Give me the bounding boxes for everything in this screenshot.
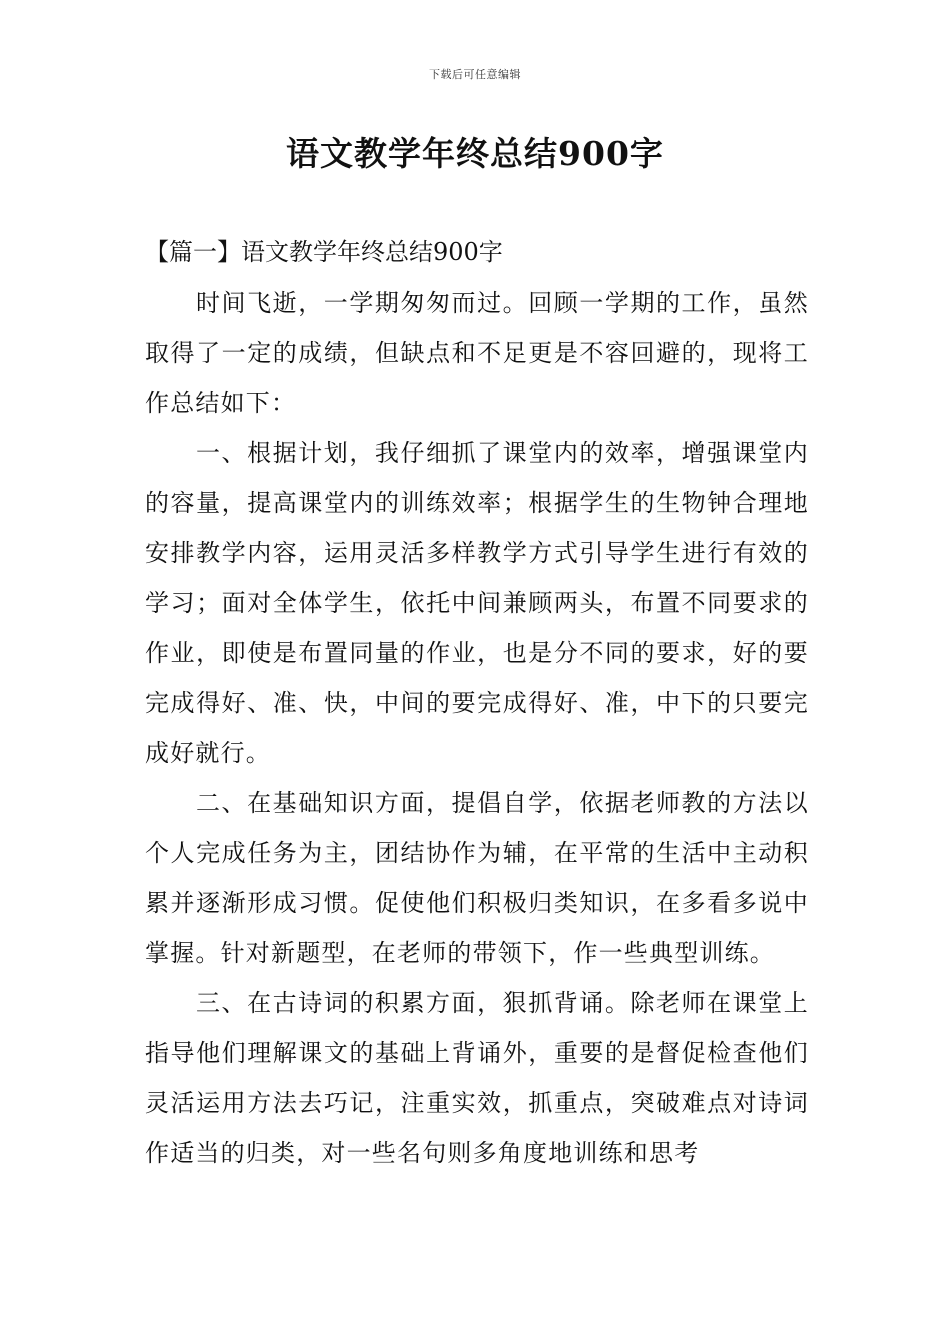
body-text: [145, 278, 809, 1178]
paragraph-point-two: 二、在基础知识方面，提倡自学，依据老师教的方法以个人完成任务为主，团结协作为辅，在平常的生活中主动积累并逐渐形成习惯。促使他们积极归类知识，在多看多说中掌握。针对新题型，在老师的带领下，作一些典型训练。: [145, 789, 809, 967]
paragraph-intro: 时间飞逝，一学期匆匆而过。回顾一学期的工作，虽然取得了一定的成绩，但缺点和不足更是不容回避的，现将工作总结如下：: [145, 289, 809, 417]
section-heading: 【篇一】语文教学年终总结900字: [145, 238, 503, 266]
paragraph-point-three: 三、在古诗词的积累方面，狠抓背诵。除老师在课堂上指导他们理解课文的基础上背诵外，重要的是督促检查他们灵活运用方法去巧记，注重实效，抓重点，突破难点对诗词作适当的归类，对一些名句则多角度地训练和思考: [145, 989, 809, 1167]
document-title: 语文教学年终总结900字: [286, 134, 664, 173]
paragraph-point-one: 一、根据计划，我仔细抓了课堂内的效率，增强课堂内的容量，提高课堂内的训练效率；根据学生的生物钟合理地安排教学内容，运用灵活多样教学方式引导学生进行有效的学习；面对全体学生，依托中间兼顾两头，布置不同要求的作业，即使是布置同量的作业，也是分不同的要求，好的要完成得好、准、快，中间的要完成得好、准，中下的只要完成好就行。: [145, 439, 809, 767]
header-note: 下载后可任意编辑: [429, 68, 521, 81]
